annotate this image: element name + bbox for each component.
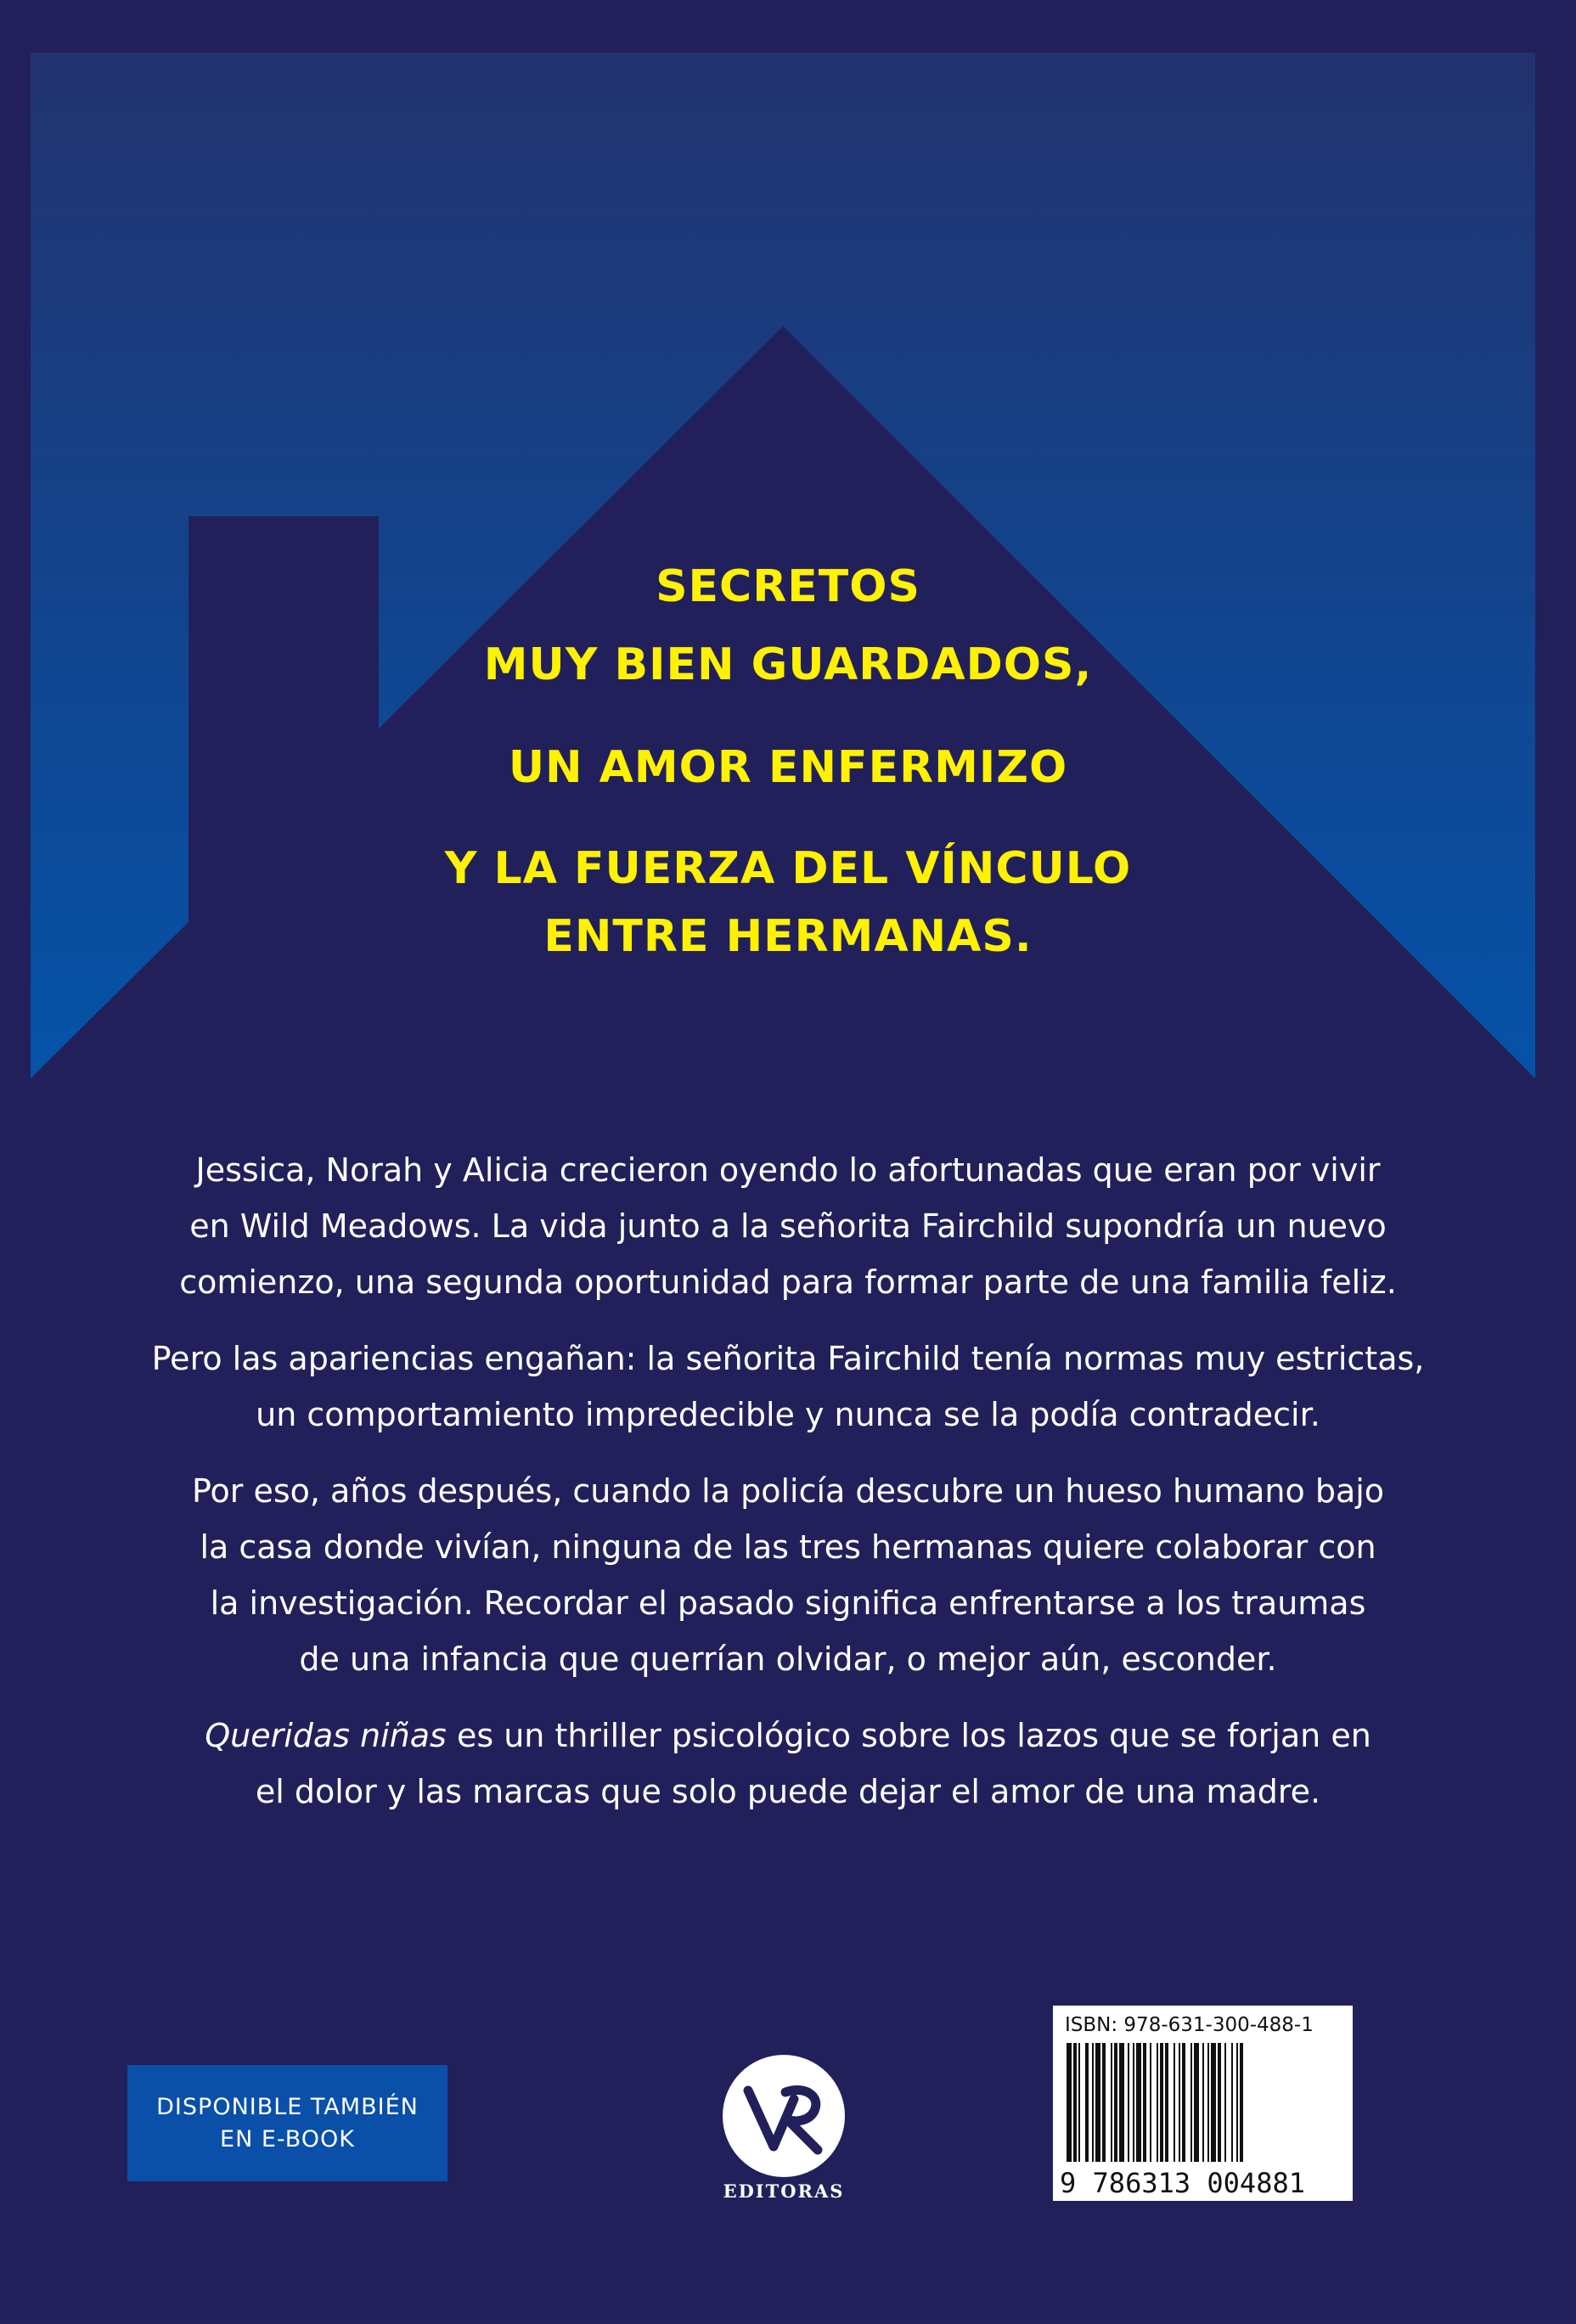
- barcode-bar: [1095, 2043, 1100, 2162]
- barcode-bar: [1165, 2043, 1168, 2162]
- tagline-line-5: ENTRE HERMANAS.: [543, 911, 1033, 962]
- barcode-bar: [1078, 2043, 1080, 2162]
- barcode-bar: [1111, 2043, 1112, 2162]
- barcode-bars: [1067, 2043, 1340, 2170]
- synopsis-paragraph-2: [85, 1331, 1491, 1443]
- barcode-bar: [1174, 2043, 1175, 2162]
- tagline-line-1: SECRETOS: [656, 561, 920, 612]
- barcode-bar: [1136, 2043, 1141, 2162]
- synopsis-line: Por eso, años después, cuando la policía descubre un hueso humano bajo: [191, 1472, 1385, 1510]
- barcode-bar: [1067, 2043, 1072, 2162]
- synopsis-line: un comportamiento impredecible y nunca se la podía contradecir.: [256, 1396, 1320, 1433]
- synopsis-line: el dolor y las marcas que solo puede dejar el amor de una madre.: [255, 1773, 1321, 1810]
- synopsis-line: en Wild Meadows. La vida junto a la señorita Fairchild supondría un nuevo: [189, 1207, 1387, 1245]
- synopsis-line: la investigación. Recordar el pasado significa enfrentarse a los traumas: [210, 1584, 1366, 1622]
- isbn-digits: 9 786313 004881: [1060, 2167, 1305, 2199]
- synopsis: [85, 1142, 1491, 1840]
- barcode-bar: [1128, 2043, 1129, 2162]
- barcode-bar: [1085, 2043, 1089, 2162]
- barcode-bar: [1194, 2043, 1199, 2162]
- barcode-bar: [1190, 2043, 1192, 2162]
- publisher-logo: [723, 2055, 845, 2177]
- barcode-bar: [1157, 2043, 1158, 2162]
- barcode-bar: [1114, 2043, 1117, 2162]
- barcode-bar: [1119, 2043, 1124, 2162]
- barcode-bar: [1073, 2043, 1077, 2162]
- barcode-bar: [1143, 2043, 1146, 2162]
- barcode-bar: [1182, 2043, 1185, 2162]
- ebook-line-1: DISPONIBLE TAMBIÉN: [156, 2093, 419, 2120]
- barcode-bar: [1179, 2043, 1180, 2162]
- isbn-label: ISBN: 978-631-300-488-1: [1065, 2014, 1314, 2036]
- tagline-line-3: UN AMOR ENFERMIZO: [508, 742, 1068, 793]
- synopsis-fragment: es un thriller psicológico sobre los lazos que se forjan en: [446, 1717, 1371, 1754]
- tagline-line-4: Y LA FUERZA DEL VÍNCULO: [444, 843, 1132, 894]
- vr-logo-icon: [723, 2055, 845, 2177]
- synopsis-line: [85, 1708, 1491, 1764]
- ebook-availability-box: [127, 2065, 447, 2181]
- barcode-bar: [1207, 2043, 1209, 2162]
- synopsis-line: Pero las apariencias engañan: la señorita Fairchild tenía normas muy estrictas,: [151, 1340, 1425, 1377]
- barcode-bar: [1231, 2043, 1233, 2162]
- synopsis-line: de una infancia que querrían olvidar, o mejor aún, esconder.: [299, 1640, 1277, 1678]
- synopsis-line: Jessica, Norah y Alicia crecieron oyendo lo afortunadas que eran por vivir: [195, 1151, 1381, 1189]
- isbn-barcode: [1053, 2006, 1353, 2201]
- barcode-bar: [1150, 2043, 1151, 2162]
- barcode-bar: [1202, 2043, 1204, 2162]
- barcode-bar: [1211, 2043, 1216, 2162]
- barcode-bar: [1240, 2043, 1243, 2162]
- barcode-bar: [1092, 2043, 1094, 2162]
- book-title-italic: Queridas niñas: [205, 1717, 447, 1754]
- synopsis-line: la casa donde vivían, ninguna de las tres hermanas quiere colaborar con: [200, 1528, 1376, 1566]
- barcode-bar: [1160, 2043, 1163, 2162]
- tagline-bottom: [0, 830, 1576, 976]
- synopsis-paragraph-4: [85, 1708, 1491, 1820]
- barcode-bar: [1236, 2043, 1238, 2162]
- tagline-middle: [0, 729, 1576, 807]
- ebook-line-2: EN E-BOOK: [220, 2125, 355, 2152]
- tagline-line-2: MUY BIEN GUARDADOS,: [483, 639, 1093, 690]
- synopsis-line: comienzo, una segunda oportunidad para formar parte de una familia feliz.: [179, 1263, 1397, 1301]
- synopsis-paragraph-1: [85, 1142, 1491, 1310]
- barcode-bar: [1224, 2043, 1226, 2162]
- barcode-bar: [1218, 2043, 1221, 2162]
- synopsis-paragraph-3: [85, 1463, 1491, 1687]
- barcode-bar: [1102, 2043, 1106, 2162]
- barcode-bar: [1133, 2043, 1134, 2162]
- publisher-caption: EDITORAS: [723, 2181, 845, 2202]
- tagline: [0, 548, 1576, 704]
